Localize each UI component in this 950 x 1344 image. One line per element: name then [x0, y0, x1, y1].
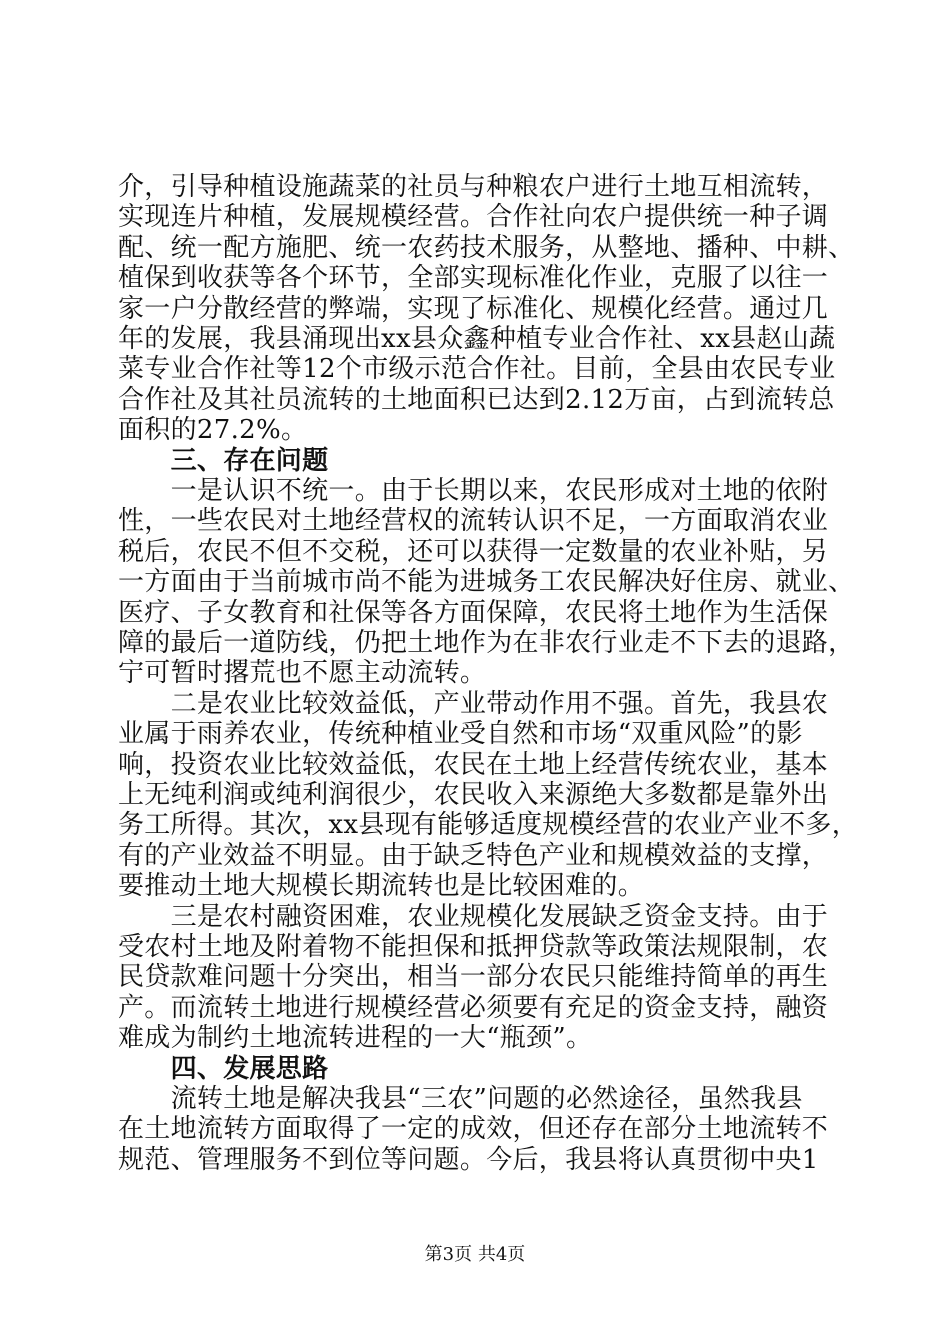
paragraph-line: 规范、管理服务不到位等问题。今后，我县将认真贯彻中央1	[118, 1145, 819, 1175]
paragraph-line: 障的最后一道防线，仍把土地作为在非农行业走不下去的退路，	[118, 628, 855, 658]
paragraph-line: 要推动土地大规模长期流转也是比较困难的。	[118, 871, 645, 901]
paragraph-line: 上无纯利润或纯利润很少，农民收入来源绝大多数都是靠外出	[118, 780, 829, 810]
paragraph-line: 植保到收获等各个环节，全部实现标准化作业，克服了以往一	[118, 263, 829, 293]
paragraph-line: 菜专业合作社等12个市级示范合作社。目前，全县由农民专业	[118, 354, 836, 384]
paragraph-line: 介，引导种植设施蔬菜的社员与种粮农户进行土地互相流转，	[118, 172, 829, 202]
paragraph-line: 合作社及其社员流转的土地面积已达到2.12万亩，占到流转总	[118, 385, 835, 415]
page-number: 第3页 共4页	[424, 1244, 526, 1265]
section-heading: 四、发展思路	[118, 1054, 329, 1084]
paragraph-line: 产。而流转土地进行规模经营必须要有充足的资金支持，融资	[118, 993, 829, 1023]
paragraph-line: 性，一些农民对土地经营权的流转认识不足，一方面取消农业	[118, 506, 829, 536]
paragraph-line: 配、统一配方施肥、统一农药技术服务，从整地、播种、中耕、	[118, 233, 855, 263]
paragraph-line: 实现连片种植，发展规模经营。合作社向农户提供统一种子调	[118, 202, 829, 232]
paragraph-line: 业属于雨养农业，传统种植业受自然和市场“双重风险”的影	[118, 719, 803, 749]
paragraph-line: 医疗、子女教育和社保等各方面保障，农民将土地作为生活保	[118, 598, 829, 628]
paragraph-line: 家一户分散经营的弊端，实现了标准化、规模化经营。通过几	[118, 294, 829, 324]
paragraph-line: 三是农村融资困难，农业规模化发展缺乏资金支持。由于	[118, 902, 829, 932]
paragraph-line: 宁可暂时撂荒也不愿主动流转。	[118, 658, 487, 688]
paragraph-line: 有的产业效益不明显。由于缺乏特色产业和规模效益的支撑，	[118, 841, 829, 871]
paragraph-line: 年的发展，我县涌现出xx县众鑫种植专业合作社、xx县赵山蔬	[118, 324, 836, 354]
paragraph-line: 受农村土地及附着物不能担保和抵押贷款等政策法规限制，农	[118, 932, 829, 962]
paragraph-line: 响，投资农业比较效益低，农民在土地上经营传统农业，基本	[118, 750, 829, 780]
paragraph-line: 难成为制约土地流转进程的一大“瓶颈”。	[118, 1023, 593, 1053]
paragraph-line: 面积的27.2%。	[118, 415, 308, 445]
paragraph-line: 务工所得。其次，xx县现有能够适度规模经营的农业产业不多，	[118, 810, 859, 840]
paragraph-line: 二是农业比较效益低，产业带动作用不强。首先，我县农	[118, 689, 829, 719]
paragraph-line: 民贷款难问题十分突出，相当一部分农民只能维持简单的再生	[118, 962, 829, 992]
paragraph-line: 流转土地是解决我县“三农”问题的必然途径，虽然我县	[118, 1084, 803, 1114]
paragraph-line: 一是认识不统一。由于长期以来，农民形成对土地的依附	[118, 476, 829, 506]
paragraph-line: 一方面由于当前城市尚不能为进城务工农民解决好住房、就业、	[118, 567, 855, 597]
paragraph-line: 税后，农民不但不交税，还可以获得一定数量的农业补贴，另	[118, 537, 829, 567]
section-heading: 三、存在问题	[118, 446, 329, 476]
paragraph-line: 在土地流转方面取得了一定的成效，但还存在部分土地流转不	[118, 1114, 829, 1144]
